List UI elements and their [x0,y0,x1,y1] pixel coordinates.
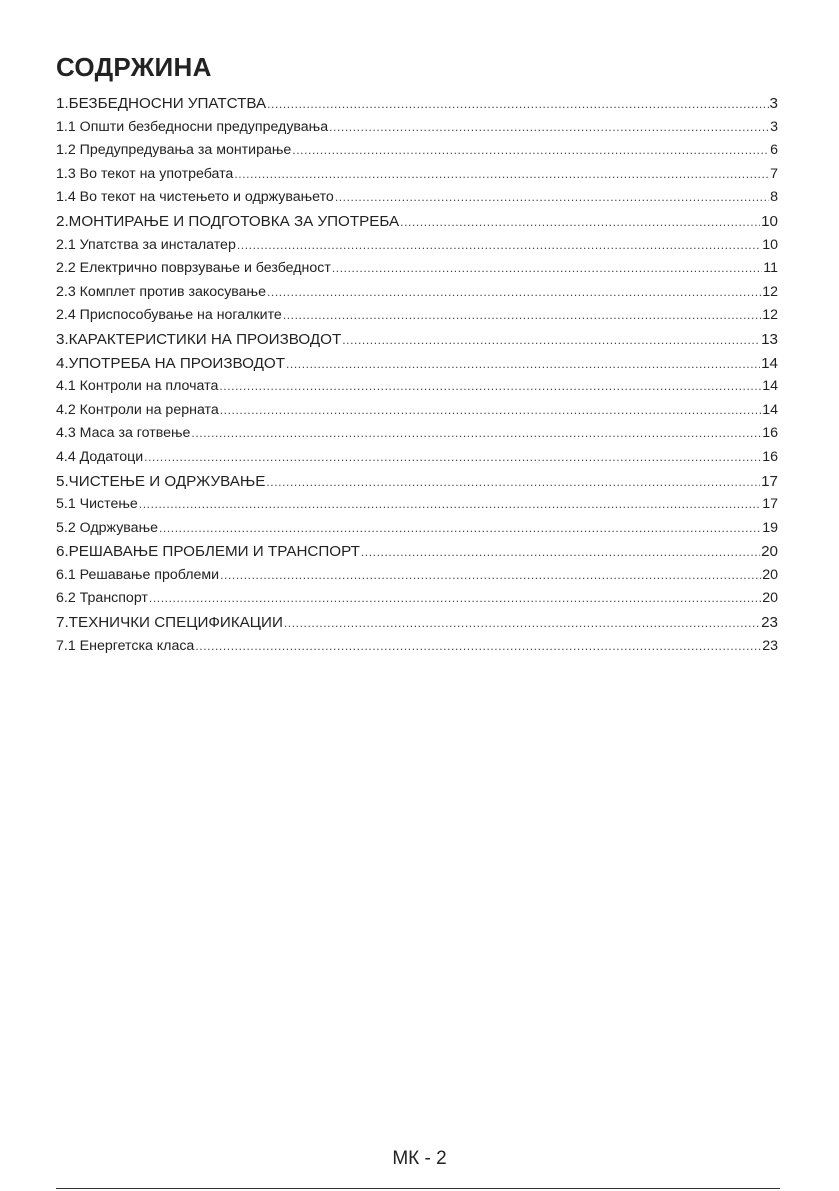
toc-dot-leader [361,541,760,565]
toc-entry[interactable] [56,611,778,635]
toc-entry-title: 4.УПОТРЕБА НА ПРОИЗВОДОТ [56,354,285,372]
toc-dot-leader [195,635,761,659]
toc-dot-leader [144,446,761,470]
toc-entry-page: 10 [762,236,778,253]
toc-dot-leader [220,399,761,423]
toc-entry-title: 2.3 Комплет против закосување [56,283,266,300]
toc-dot-leader [267,93,768,117]
page-title: СОДРЖИНА [56,52,212,82]
toc-entry-page: 23 [761,614,778,632]
toc-entry-page: 14 [762,401,778,418]
toc-entry[interactable] [56,92,778,116]
toc-entry[interactable] [56,257,778,281]
toc-entry[interactable] [56,281,778,305]
toc-entry[interactable] [56,186,778,210]
toc-entry[interactable] [56,540,778,564]
toc-entry-title: 1.БЕЗБЕДНОСНИ УПАТСТВА [56,95,267,112]
toc-dot-leader [286,353,760,377]
toc-entry-page: 14 [762,378,778,395]
toc-dot-leader [191,422,761,446]
toc-dot-leader [335,186,769,210]
toc-entry[interactable] [56,352,778,376]
toc-entry-title: 4.2 Контроли на рерната [56,401,219,418]
toc-entry[interactable] [56,470,778,494]
toc-entry-title: 1.4 Во текот на чистењето и одржувањето [56,189,334,206]
toc-dot-leader [329,116,769,140]
toc-entry[interactable] [56,564,778,588]
toc-entry-title: 5.ЧИСТЕЊЕ И ОДРЖУВАЊЕ [56,472,266,490]
toc-dot-leader [283,304,761,328]
toc-entry-page: 6 [770,142,778,159]
toc-entry[interactable] [56,210,778,234]
toc-entry[interactable] [56,328,778,352]
toc-entry-title: 1.1 Општи безбедносни предупредувања [56,118,329,135]
toc-entry[interactable] [56,116,778,140]
toc-entry-page: 10 [761,212,778,230]
toc-entry-page: 11 [763,260,778,277]
toc-dot-leader [149,587,761,611]
toc-dot-leader [332,257,762,281]
toc-entry-title: 5.2 Одржување [56,519,158,536]
toc-entry-page: 13 [761,330,778,348]
toc-dot-leader [284,612,760,636]
toc-entry-title: 2.4 Приспособување на ногалките [56,307,282,324]
toc-entry[interactable] [56,375,778,399]
toc-entry[interactable] [56,304,778,328]
toc-entry-title: 6.1 Решавање проблеми [56,566,220,583]
toc-entry-page: 23 [762,637,778,654]
toc-entry-page: 14 [761,354,778,372]
toc-entry-title: 4.3 Маса за готвење [56,425,191,442]
toc-entry[interactable] [56,446,778,470]
toc-entry[interactable] [56,493,778,517]
toc-entry[interactable] [56,163,778,187]
toc-entry[interactable] [56,399,778,423]
toc-entry-title: 2.2 Електрично поврзување и безбедност [56,260,331,277]
toc-entry-page: 3 [770,118,778,135]
toc-entry-title: 2.1 Упатства за инсталатер [56,236,236,253]
toc-dot-leader [400,211,760,235]
toc-entry[interactable] [56,139,778,163]
toc-entry-title: 3.КАРАКТЕРИСТИКИ НА ПРОИЗВОДОТ [56,330,342,348]
toc-entry-title: 4.4 Додатоци [56,448,144,465]
table-of-contents [56,92,778,658]
toc-entry-page: 17 [762,496,778,513]
toc-entry-page: 20 [762,566,778,583]
toc-entry-title: 6.2 Транспорт [56,590,148,607]
footer-divider [56,1188,780,1189]
toc-entry-title: 1.2 Предупредувања за монтирање [56,142,292,159]
toc-entry-page: 3 [769,95,778,112]
toc-dot-leader [292,139,769,163]
toc-dot-leader [342,329,760,353]
toc-dot-leader [159,517,761,541]
toc-dot-leader [266,471,760,495]
toc-entry-page: 20 [761,543,778,561]
toc-entry[interactable] [56,422,778,446]
page-number-label: МК - 2 [392,1148,447,1169]
toc-entry-title: 6.РЕШАВАЊЕ ПРОБЛЕМИ И ТРАНСПОРТ [56,543,360,561]
toc-entry-page: 17 [761,472,778,490]
toc-entry-title: 5.1 Чистење [56,496,138,513]
toc-entry-title: 1.3 Во текот на употребата [56,165,234,182]
toc-dot-leader [234,163,769,187]
toc-entry[interactable] [56,234,778,258]
toc-entry[interactable] [56,635,778,659]
toc-entry-page: 7 [770,165,778,182]
toc-entry-page: 16 [762,425,778,442]
toc-entry-title: 7.1 Енергетска класа [56,637,195,654]
toc-dot-leader [237,234,761,258]
toc-entry[interactable] [56,517,778,541]
toc-entry-title: 4.1 Контроли на плочата [56,378,219,395]
toc-entry[interactable] [56,587,778,611]
toc-entry-page: 12 [762,307,778,324]
toc-entry-page: 8 [770,189,778,206]
toc-entry-title: 2.МОНТИРАЊЕ И ПОДГОТОВКА ЗА УПОТРЕБА [56,212,400,230]
toc-dot-leader [267,281,761,305]
toc-entry-page: 20 [762,590,778,607]
toc-dot-leader [139,493,761,517]
toc-entry-page: 16 [762,448,778,465]
toc-dot-leader [220,564,761,588]
toc-dot-leader [219,375,761,399]
toc-entry-title: 7.ТЕХНИЧКИ СПЕЦИФИКАЦИИ [56,614,283,632]
toc-entry-page: 19 [762,519,778,536]
toc-entry-page: 12 [762,283,778,300]
